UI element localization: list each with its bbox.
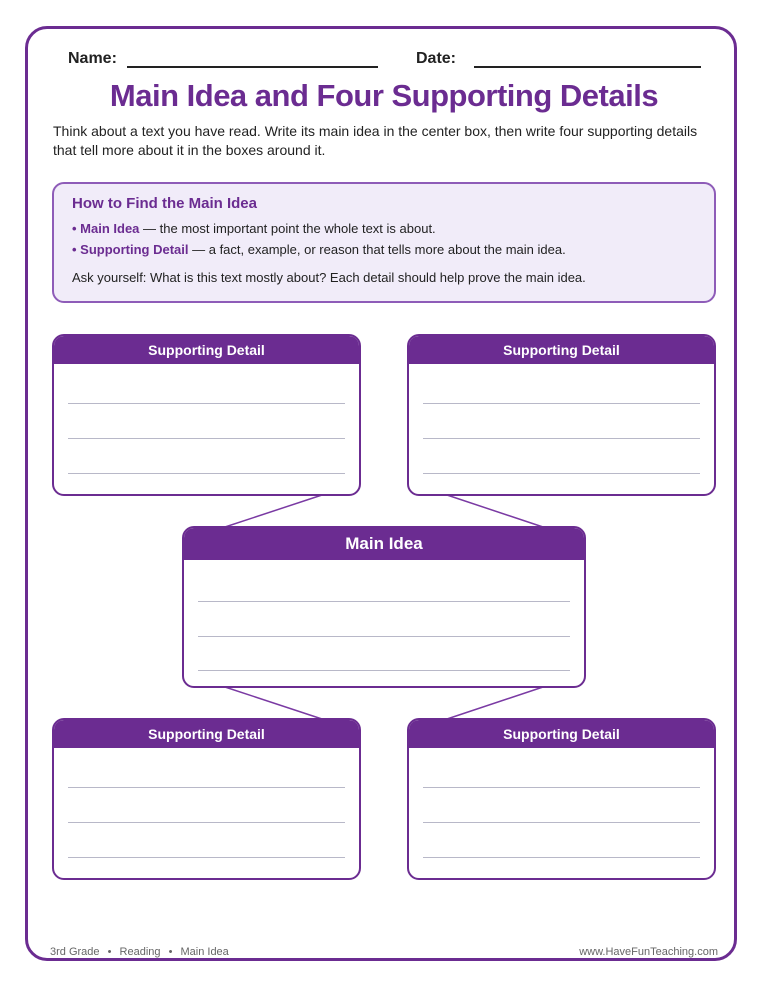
writing-line[interactable] — [68, 473, 345, 474]
definition-text: — a fact, example, or reason that tells more about the main idea. — [188, 242, 566, 257]
box-header: Supporting Detail — [409, 720, 714, 748]
connector-line — [225, 687, 322, 719]
writing-line[interactable] — [198, 601, 570, 602]
box-header: Main Idea — [184, 528, 584, 560]
writing-line[interactable] — [423, 857, 700, 858]
name-label: Name: — [68, 50, 117, 67]
definition-text: — the most important point the whole text is about. — [139, 221, 436, 236]
date-label: Date: — [416, 50, 457, 67]
writing-line[interactable] — [423, 473, 700, 474]
writing-line[interactable] — [423, 403, 700, 404]
supporting-detail-box-4 — [407, 718, 716, 880]
connector-line — [447, 495, 543, 527]
footer-topic: Main Idea — [180, 946, 229, 958]
intro-text: Think about a text you have read. Write its main idea in the center box, then write four supporting details that tell more about it in the boxes around it. — [53, 123, 698, 158]
writing-line[interactable] — [68, 822, 345, 823]
writing-line[interactable] — [68, 787, 345, 788]
main-idea-box — [182, 526, 586, 688]
supporting-detail-box-2 — [407, 334, 716, 496]
writing-line[interactable] — [198, 670, 570, 671]
term-main-idea: • Main Idea — [72, 221, 140, 236]
writing-line[interactable] — [198, 636, 570, 637]
writing-line[interactable] — [68, 857, 345, 858]
writing-line[interactable] — [423, 822, 700, 823]
writing-line[interactable] — [423, 438, 700, 439]
writing-line[interactable] — [68, 438, 345, 439]
footer-tags — [50, 946, 229, 958]
footer-subject: Reading — [119, 946, 161, 958]
box-header: Supporting Detail — [54, 720, 359, 748]
box-header: Supporting Detail — [54, 336, 359, 364]
footer-separator: • — [107, 946, 112, 958]
term-supporting-detail: • Supporting Detail — [72, 242, 189, 257]
info-note: Ask yourself: What is this text mostly about? Each detail should help prove the main idea. — [72, 270, 586, 285]
footer-separator: • — [168, 946, 173, 958]
page-title: Main Idea and Four Supporting Details — [109, 78, 659, 113]
writing-line[interactable] — [68, 403, 345, 404]
footer-site: www.HaveFunTeaching.com — [579, 946, 718, 958]
supporting-detail-box-1 — [52, 334, 361, 496]
supporting-detail-box-3 — [52, 718, 361, 880]
info-heading: How to Find the Main Idea — [72, 195, 257, 212]
connector-line — [225, 495, 322, 527]
connector-line — [447, 687, 543, 719]
writing-line[interactable] — [423, 787, 700, 788]
footer-grade: 3rd Grade — [50, 946, 100, 958]
box-header: Supporting Detail — [409, 336, 714, 364]
